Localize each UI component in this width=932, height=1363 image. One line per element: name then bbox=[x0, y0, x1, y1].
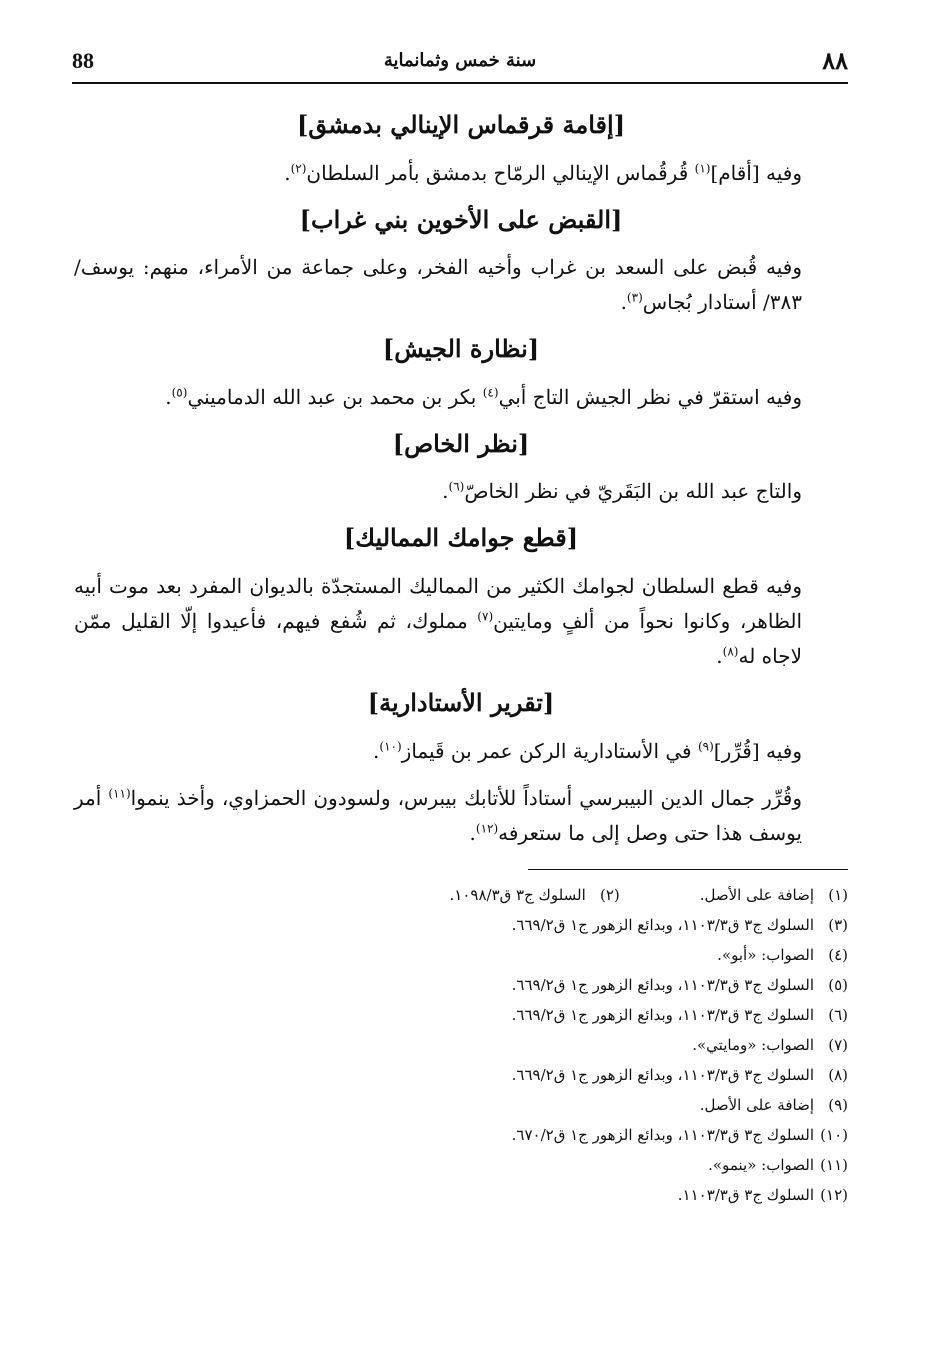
page-number-latin: 88 bbox=[72, 48, 94, 73]
footnote-row bbox=[74, 970, 848, 1000]
footnote-number: (١١) bbox=[820, 1155, 848, 1174]
footnote-text: السلوك ج٣ ق١١٠٣/٣. bbox=[677, 1185, 814, 1204]
footnote-text: السلوك ج٣ ق١١٠٣/٣، وبدائع الزهور ج١ ق٦٧٠/٢. bbox=[511, 1125, 814, 1144]
footnote bbox=[512, 1120, 848, 1150]
footnote bbox=[717, 940, 848, 970]
footnote-text: الصواب: «ومايتي». bbox=[692, 1035, 814, 1054]
footnote-text: السلوك ج٣ ق١١٠٣/٣، وبدائع الزهور ج١ ق٦٦٩/٢. bbox=[511, 1065, 814, 1084]
paragraph: وفيه قُبض على السعد بن غراب وأخيه الفخر، وعلى جماعة من الأمراء، منهم: يوسف/ ٣٨٣/ أستادار بُجاس$^{(٣)}$. bbox=[74, 255, 802, 315]
footnote-row bbox=[74, 1030, 848, 1060]
footnote-row bbox=[74, 1150, 848, 1180]
footnote bbox=[678, 1180, 848, 1210]
footnote-text: السلوك ج٣ ق١١٠٣/٣، وبدائع الزهور ج١ ق٦٦٩/٢. bbox=[511, 915, 814, 934]
footnote-number: (١٢) bbox=[820, 1185, 848, 1204]
footnote-text: السلوك ج٣ ق١١٠٣/٣، وبدائع الزهور ج١ ق٦٦٩/٢. bbox=[511, 975, 814, 994]
section-heading: [إقامة قرقماس الإينالي بدمشق] bbox=[296, 110, 626, 139]
footnote bbox=[512, 1060, 848, 1090]
footnote-number: (١) bbox=[828, 885, 848, 904]
footnote-text: السلوك ج٣ ق١٠٩٨/٣. bbox=[449, 885, 586, 904]
footnote-row bbox=[74, 940, 848, 970]
footnote bbox=[512, 970, 848, 1000]
footnotes bbox=[74, 880, 848, 1210]
footnote-text: الصواب: «ينمو». bbox=[708, 1155, 814, 1174]
footnote-number: (٢) bbox=[599, 885, 620, 904]
running-header bbox=[72, 38, 848, 84]
footnote-number: (٦) bbox=[828, 1005, 848, 1024]
footnote-row bbox=[74, 1120, 848, 1150]
footnote-text: إضافة على الأصل. bbox=[699, 885, 814, 904]
paragraph: وفيه [أقام]$^{(١)}$ قُرقُماس الإينالي الرمّاح بدمشق بأمر السلطان$^{(٢)}$. bbox=[284, 160, 802, 185]
footnote-row bbox=[74, 1180, 848, 1210]
paragraph: والتاج عبد الله بن البَقَريّ في نظر الخاصّ$^{(٦)}$. bbox=[442, 479, 802, 504]
footnote-number: (٣) bbox=[828, 915, 848, 934]
page-body bbox=[74, 100, 848, 1210]
footnote-number: (٤) bbox=[828, 945, 848, 964]
paragraph: وفيه استقرّ في نظر الجيش التاج أبي$^{(٤)}$ بكر بن محمد بن عبد الله الدماميني$^{(٥)}$. bbox=[165, 384, 802, 409]
section-heading: [نظر الخاص] bbox=[392, 428, 530, 458]
paragraph: وفيه قطع السلطان لجوامك الكثير من المماليك المستجدّة بالديوان المفرد بعد موت أبيه الظاهر، وكانوا نحواً من ألفٍ ومايتين$^{(٧)}$ مملوك، ثم شُفع فيهم، فأعيدوا إلّا القليل ممّن لاجاه له$^{(٨)}$. bbox=[74, 573, 803, 668]
footnote-number: (٥) bbox=[828, 975, 848, 994]
footnote bbox=[512, 910, 848, 940]
footnote-number: (٩) bbox=[828, 1095, 848, 1114]
footnote-row bbox=[74, 1060, 848, 1090]
footnote bbox=[700, 880, 848, 910]
footnote bbox=[450, 880, 620, 910]
footnote-number: (٧) bbox=[828, 1035, 848, 1054]
footnote-row bbox=[74, 880, 848, 910]
running-title: سنة خمس وثمانماية bbox=[383, 50, 537, 71]
footnote bbox=[512, 1000, 848, 1030]
footnote-text: السلوك ج٣ ق١١٠٣/٣، وبدائع الزهور ج١ ق٦٦٩/٢. bbox=[511, 1005, 814, 1024]
footnote bbox=[692, 1030, 848, 1060]
main-text bbox=[74, 108, 848, 851]
footnote bbox=[700, 1090, 848, 1120]
footnote-number: (٨) bbox=[828, 1065, 848, 1084]
footnote-row bbox=[74, 1000, 848, 1030]
section-heading: [نظارة الجيش] bbox=[382, 334, 540, 364]
paragraph: وقُرِّر جمال الدين البيبرسي أستاداً للأتابك بيبرس، ولسودون الحمزاوي، وأخذ ينموا$^{(١١)}$ أمر يوسف هذا حتى وصل إلى ما ستعرفه$^{(١٢)}$. bbox=[74, 785, 802, 845]
section-heading: [تقرير الأستادارية] bbox=[367, 687, 555, 717]
page-number-arabic: ٨٨ bbox=[822, 46, 848, 75]
footnote-separator bbox=[528, 869, 848, 870]
paragraph: وفيه [قُرِّر]$^{(٩)}$ في الأستادارية الركن عمر بن قَيماز$^{(١٠)}$. bbox=[373, 738, 802, 763]
footnote-text: إضافة على الأصل. bbox=[699, 1095, 814, 1114]
footnote-row bbox=[74, 910, 848, 940]
footnote-text: الصواب: «أبو». bbox=[717, 945, 814, 964]
footnote-number: (١٠) bbox=[820, 1125, 848, 1144]
section-heading: [قطع جوامك المماليك] bbox=[343, 523, 579, 553]
section-heading: [القبض على الأخوين بني غراب] bbox=[299, 204, 623, 234]
footnote-row bbox=[74, 1090, 848, 1120]
footnote bbox=[708, 1150, 848, 1180]
